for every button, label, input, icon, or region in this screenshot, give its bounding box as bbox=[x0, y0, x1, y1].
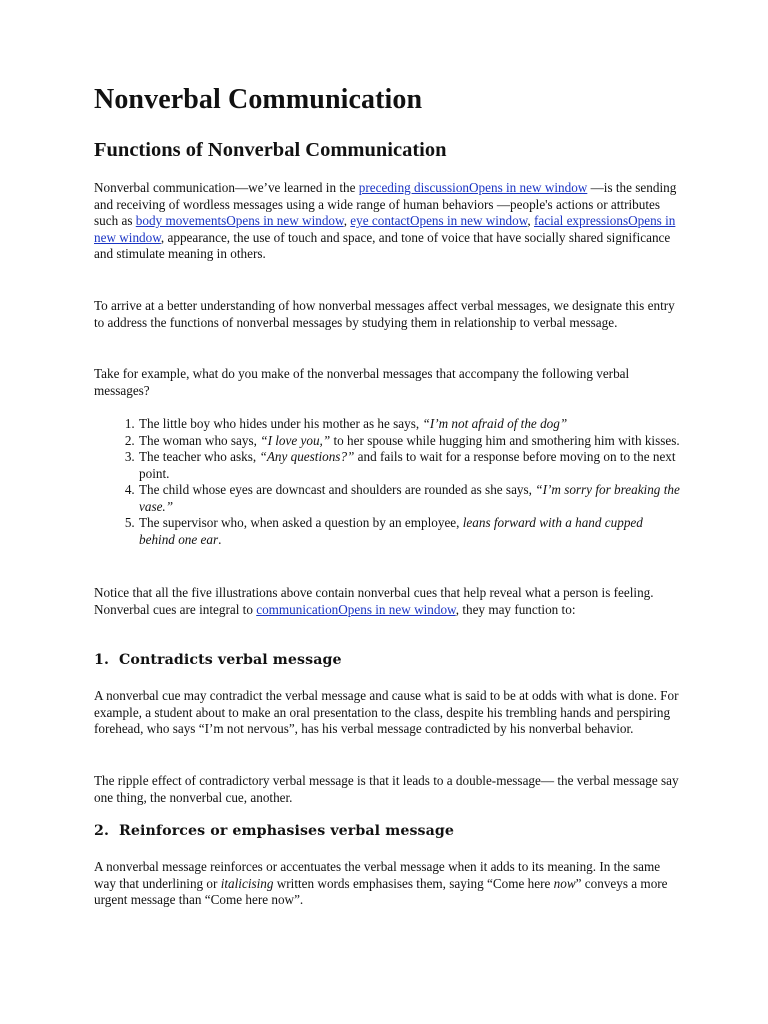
list-item-text: The teacher who asks, bbox=[139, 449, 260, 464]
section-heading-text: Reinforces or emphasises verbal message bbox=[119, 823, 455, 839]
page-subtitle: Functions of Nonverbal Communication bbox=[94, 139, 447, 161]
notice-text-1: Notice that all the five illustrations above contain nonverbal cues that help reveal what a person is feeling. Nonverbal cues are integral to bbox=[94, 585, 654, 617]
paragraph-contradicts: A nonverbal cue may contradict the verbal message and cause what is said to be at odds with what is done. For example, a student about to make an oral presentation to the class, despite his trembling hands and perspiring forehead, who says “I’m not nervous”, has his verbal message contradicted by his nonverbal behavior. bbox=[94, 688, 679, 736]
paragraph-ripple-effect: The ripple effect of contradictory verbal message is that it leads to a double-message— the verbal message say one thing, the nonverbal cue, another. bbox=[94, 773, 679, 805]
paragraph-reinforces bbox=[94, 859, 680, 909]
list-item-text: and fails to wait for a response before moving on to the next point. bbox=[139, 449, 676, 481]
link-body-movements[interactable]: body movementsOpens in new window bbox=[135, 213, 344, 228]
link-eye-contact[interactable]: eye contactOpens in new window bbox=[350, 213, 528, 228]
paragraph-notice bbox=[94, 585, 680, 618]
intro-text-3: , bbox=[343, 213, 351, 228]
list-item-emphasis: “Any questions?” bbox=[259, 449, 355, 464]
section-number: 2. bbox=[94, 823, 110, 839]
section-number: 1. bbox=[94, 652, 110, 668]
list-item-text: to her spouse while hugging him and smothering him with kisses. bbox=[330, 432, 680, 448]
list-item bbox=[138, 482, 680, 515]
paragraph-take-for-example: Take for example, what do you make of the nonverbal messages that accompany the following verbal messages? bbox=[94, 366, 630, 398]
reinforces-text-1: A nonverbal message reinforces or accentuates the verbal message when it adds to its meaning. In the same way that underlining or bbox=[94, 859, 661, 891]
reinforces-emphasis-2: now bbox=[553, 875, 576, 891]
link-communication[interactable]: communicationOpens in new window bbox=[256, 601, 456, 617]
list-item-text: . bbox=[218, 531, 222, 547]
examples-list-container bbox=[94, 416, 680, 548]
page-title: Nonverbal Communication bbox=[94, 84, 423, 115]
section-heading-text: Contradicts verbal message bbox=[119, 652, 342, 668]
list-item bbox=[138, 449, 680, 482]
reinforces-text-3: ” conveys a more urgent message than “Come here now”. bbox=[94, 875, 668, 907]
list-item bbox=[138, 515, 680, 548]
paragraph-understanding: To arrive at a better understanding of how nonverbal messages affect verbal messages, we designate this entry to address the functions of nonverbal messages by studying them in relationship to verbal message. bbox=[94, 298, 675, 330]
link-preceding-discussion[interactable]: preceding discussionOpens in new window bbox=[358, 180, 588, 195]
intro-text-5: , appearance, the use of touch and space, and tone of voice that have socially shared significance and stimulate meaning in others. bbox=[94, 229, 671, 261]
list-item-text: The woman who says, bbox=[139, 432, 261, 448]
reinforces-text-2: written words emphasises them, saying “Come here bbox=[273, 875, 554, 891]
list-item-text: The child whose eyes are downcast and shoulders are rounded as she says, bbox=[139, 482, 536, 497]
list-item-emphasis: “I love you,” bbox=[260, 432, 331, 448]
list-item bbox=[138, 433, 680, 450]
intro-text-4: , bbox=[527, 213, 534, 228]
list-item-emphasis: “I’m sorry for breaking the vase.” bbox=[139, 482, 680, 514]
intro-paragraph bbox=[94, 180, 680, 263]
intro-text-1: Nonverbal communication—we’ve learned in the bbox=[94, 180, 359, 195]
reinforces-emphasis-1: italicising bbox=[220, 875, 274, 891]
section-heading-reinforces bbox=[94, 823, 454, 839]
list-item-emphasis: leans forward with a hand cupped behind one ear bbox=[139, 515, 643, 547]
list-item-text: The supervisor who, when asked a question by an employee, bbox=[139, 515, 463, 530]
notice-text-2: , they may function to: bbox=[455, 601, 576, 617]
list-item bbox=[138, 416, 680, 433]
list-item-emphasis: “I’m not afraid of the dog” bbox=[422, 416, 568, 431]
section-heading-contradicts bbox=[94, 652, 342, 668]
link-facial-expressions[interactable]: facial expressionsOpens in new window bbox=[94, 213, 676, 245]
list-item-text: The little boy who hides under his mother as he says, bbox=[139, 416, 423, 431]
examples-list bbox=[94, 416, 680, 548]
intro-text-2: —is the sending and receiving of wordless messages using a wide range of human behaviors —people's actions or attributes such as bbox=[94, 180, 677, 228]
